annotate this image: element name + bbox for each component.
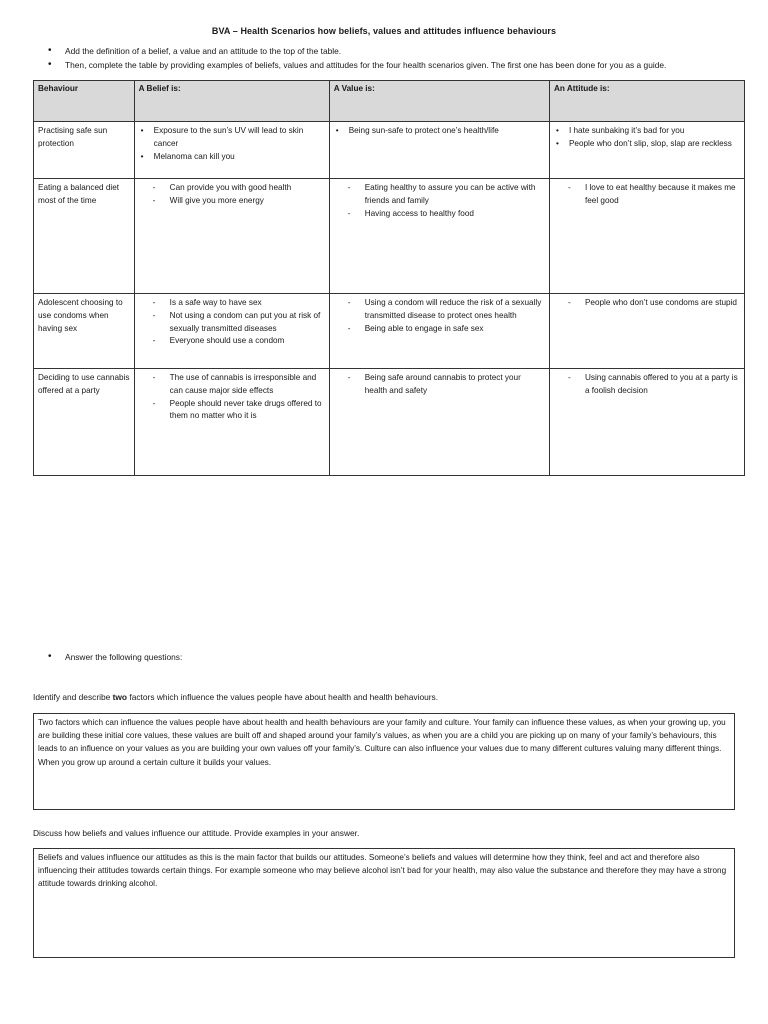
header-attitude: An Attitude is: — [549, 81, 744, 122]
list-item: • Melanoma can kill you — [139, 151, 325, 164]
value-cell — [329, 369, 549, 476]
list-item: - Can provide you with good health — [139, 182, 325, 195]
list-item: • Being sun-safe to protect one’s health/life — [334, 125, 545, 138]
header-behaviour: Behaviour — [34, 81, 135, 122]
question-2: Discuss how beliefs and values influence our attitude. Provide examples in your answer. — [33, 828, 360, 838]
value-cell — [329, 179, 549, 294]
list-item: - I love to eat healthy because it makes me feel good — [554, 182, 740, 208]
list-item: - Using cannabis offered to you at a party is a foolish decision — [554, 372, 740, 398]
instruction-item: • Then, complete the table by providing examples of beliefs, values and attitudes for the four health scenarios given. The first one has been done for you as a guide. — [48, 58, 748, 72]
behaviour-cell: Practising safe sun protection — [34, 122, 135, 179]
question-1-suffix: factors which influence the values people have about health and health behaviours. — [127, 692, 439, 702]
list-item: - Not using a condom can put you at risk of sexually transmitted diseases — [139, 310, 325, 336]
list-item: - Will give you more energy — [139, 195, 325, 208]
belief-cell — [134, 294, 329, 369]
instruction-item: • Add the definition of a belief, a value and an attitude to the top of the table. — [48, 44, 748, 58]
answer-box-1[interactable]: Two factors which can influence the values people have about health and health behaviours are your family and culture. Your family can influence these values, as when your growing up, you are building these initial core values, these values are built off and shaped around your family’s values, as when you are a child you are picking up on many of your family’s behaviours, this leads to an influence on your values as you are building your own values off your family’s. Culture can also influence your values due to many different cultures valuing many different things. When you grow up around a certain culture it builds your values. — [33, 713, 735, 810]
value-cell — [329, 122, 549, 179]
bva-table — [33, 80, 745, 476]
questions-intro: • Answer the following questions: — [48, 650, 182, 664]
page-title: BVA – Health Scenarios how beliefs, values and attitudes influence behaviours — [211, 26, 557, 36]
list-item: - Is a safe way to have sex — [139, 297, 325, 310]
table-row — [34, 122, 745, 179]
list-item: - Having access to healthy food — [334, 208, 545, 221]
header-value: A Value is: — [329, 81, 549, 122]
list-item: - People who don’t use condoms are stupid — [554, 297, 740, 310]
header-belief: A Belief is: — [134, 81, 329, 122]
list-item: • People who don’t slip, slop, slap are reckless — [554, 138, 740, 151]
list-item: • I hate sunbaking it’s bad for you — [554, 125, 740, 138]
value-cell — [329, 294, 549, 369]
list-item: - Being safe around cannabis to protect your health and safety — [334, 372, 545, 398]
belief-cell — [134, 122, 329, 179]
question-1-emphasis: two — [112, 692, 128, 702]
table-header-row — [34, 81, 745, 122]
table-row — [34, 369, 745, 476]
belief-cell — [134, 369, 329, 476]
list-item: • Exposure to the sun’s UV will lead to skin cancer — [139, 125, 325, 151]
list-item: - People should never take drugs offered to them no matter who it is — [139, 398, 325, 424]
belief-cell — [134, 179, 329, 294]
question-1 — [33, 692, 438, 702]
attitude-cell — [549, 294, 744, 369]
behaviour-cell: Adolescent choosing to use condoms when having sex — [34, 294, 135, 369]
table-row — [34, 294, 745, 369]
attitude-cell — [549, 122, 744, 179]
attitude-cell — [549, 179, 744, 294]
answer-box-2[interactable]: Beliefs and values influence our attitudes as this is the main factor that builds our attitudes. Someone’s beliefs and values will determine how they think, feel and act and therefore also influencing their attitudes towards certain things. For example someone who may believe alcohol isn’t bad for your health, may also value the substance and therefore they may have a strong attitude towards drinking alcohol. — [33, 848, 735, 958]
list-item: - The use of cannabis is irresponsible and can cause major side effects — [139, 372, 325, 398]
list-item: - Being able to engage in safe sex — [334, 323, 545, 336]
attitude-cell — [549, 369, 744, 476]
list-item: - Everyone should use a condom — [139, 335, 325, 348]
list-item: - Eating healthy to assure you can be active with friends and family — [334, 182, 545, 208]
table-row — [34, 179, 745, 294]
behaviour-cell: Deciding to use cannabis offered at a party — [34, 369, 135, 476]
behaviour-cell: Eating a balanced diet most of the time — [34, 179, 135, 294]
questions-intro-list — [48, 650, 182, 664]
instructions-list — [48, 44, 748, 72]
question-1-prefix: Identify and describe — [33, 692, 113, 702]
list-item: - Using a condom will reduce the risk of a sexually transmitted disease to protect ones health — [334, 297, 545, 323]
